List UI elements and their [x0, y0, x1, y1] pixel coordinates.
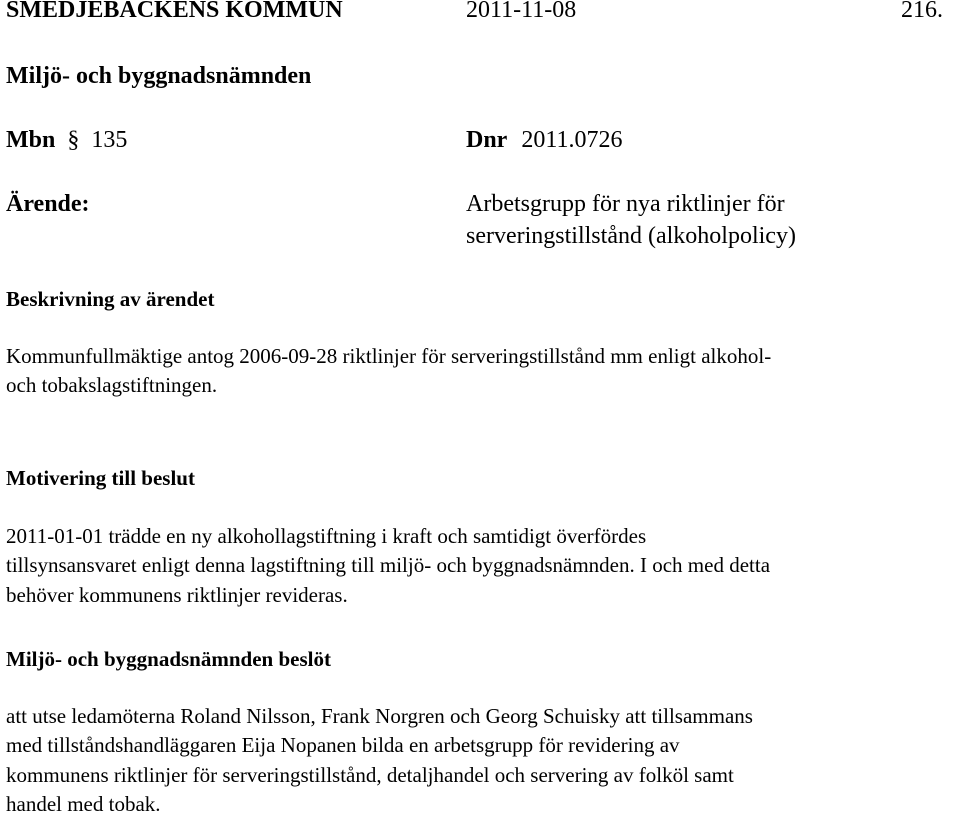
committee-name: Miljö- och byggnadsnämnden — [6, 63, 312, 89]
mbn-number: 135 — [91, 127, 128, 153]
dnr-number: 2011.0726 — [521, 127, 623, 153]
mbn-reference — [6, 126, 127, 154]
motivering-paragraph — [6, 522, 956, 610]
beslut-line-1: att utse ledamöterna Roland Nilsson, Frank Norgren och Georg Schuisky att tillsammans — [6, 704, 753, 728]
arende-label: Ärende: — [6, 191, 90, 217]
page-number: 216. — [901, 0, 943, 23]
beslut-heading: Miljö- och byggnadsnämnden beslöt — [6, 647, 331, 671]
mbn-label: Mbn — [6, 127, 56, 153]
beskrivning-line-2: och tobakslagstiftningen. — [6, 373, 218, 398]
beskrivning-line-1: Kommunfullmäktige antog 2006-09-28 riktlinjer för serveringstillstånd mm enligt alkohol- — [6, 344, 772, 368]
arende-title-line-1: Arbetsgrupp för nya riktlinjer för — [466, 191, 785, 217]
motivering-heading: Motivering till beslut — [6, 466, 195, 490]
motivering-line-2: tillsynsansvaret enligt denna lagstiftning till miljö- och byggnadsnämnden. I och med detta — [6, 553, 771, 578]
dnr-label: Dnr — [466, 127, 508, 153]
beslut-line-4: handel med tobak. — [6, 791, 161, 816]
beskrivning-paragraph — [6, 342, 956, 401]
beslut-line-2: med tillståndshandläggaren Eija Nopanen bilda en arbetsgrupp för revidering av — [6, 733, 680, 758]
municipality-name: SMEDJEBACKENS KOMMUN — [6, 0, 343, 23]
section-symbol: § — [67, 127, 80, 153]
arende-title-line-2: serveringstillstånd (alkoholpolicy) — [466, 223, 796, 249]
beslut-line-3: kommunens riktlinjer för serveringstillstånd, detaljhandel och servering av folköl samt — [6, 762, 734, 787]
meeting-date: 2011-11-08 — [466, 0, 577, 23]
motivering-line-3: behöver kommunens riktlinjer revideras. — [6, 582, 348, 607]
motivering-line-1: 2011-01-01 trädde en ny alkohollagstiftning i kraft och samtidigt överfördes — [6, 524, 647, 548]
beskrivning-heading: Beskrivning av ärendet — [6, 287, 215, 311]
dnr-reference — [466, 126, 622, 154]
beslut-paragraph — [6, 702, 956, 819]
